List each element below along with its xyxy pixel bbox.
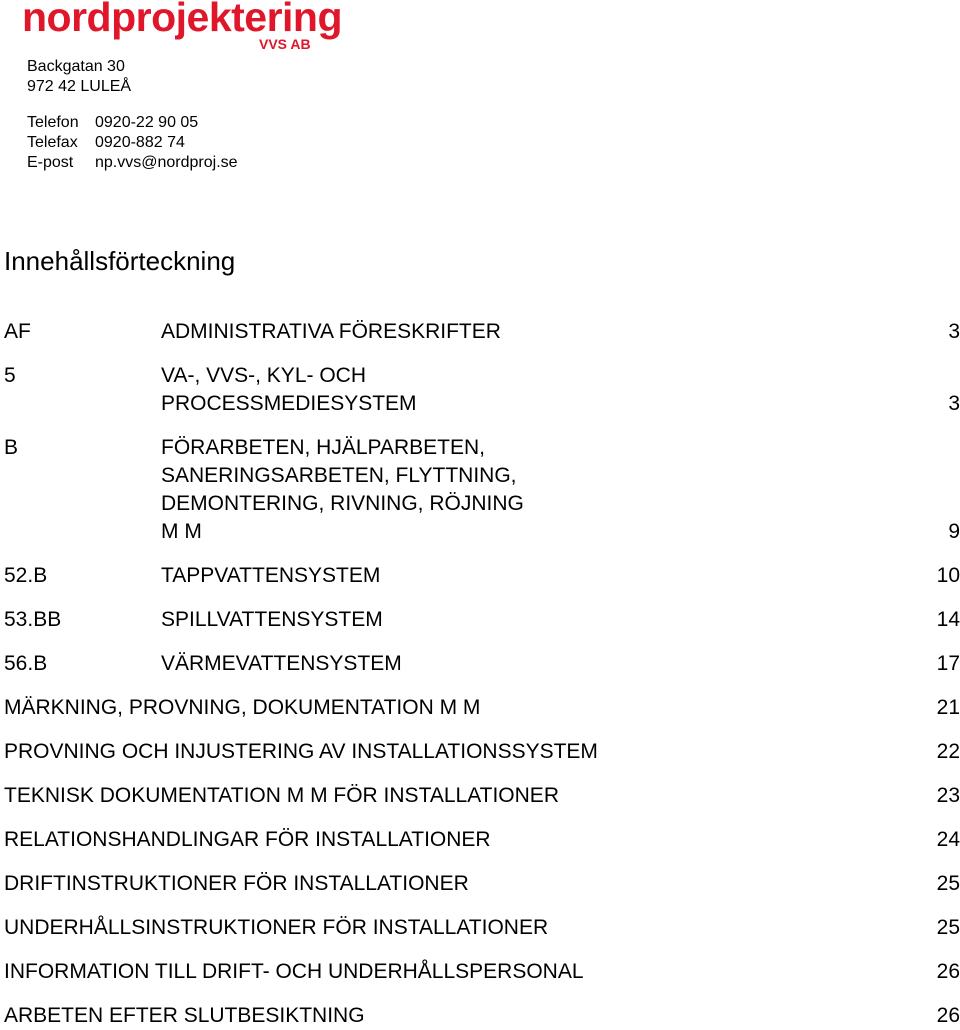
toc-page-number: 10 — [936, 564, 960, 587]
toc-page-number: 25 — [936, 872, 960, 895]
contact-label: E-post — [27, 154, 74, 171]
toc-entry[interactable] — [4, 318, 960, 346]
contact-value: np.vvs@nordproj.se — [95, 154, 238, 171]
toc-title-line: SANERINGSARBETEN, FLYTTNING, — [161, 464, 517, 487]
contact-email — [27, 153, 238, 173]
toc-entry[interactable] — [4, 826, 960, 854]
toc-page-number: 17 — [936, 652, 960, 675]
toc-entry[interactable] — [4, 606, 960, 634]
toc-entry[interactable] — [4, 434, 960, 546]
toc-code: 52.B — [4, 564, 48, 587]
logo-wordmark: nordprojektering — [22, 0, 343, 40]
toc-page-number: 9 — [948, 520, 960, 543]
toc-title: TEKNISK DOKUMENTATION M M FÖR INSTALLATIONER — [4, 784, 559, 807]
contact-value: 0920-22 90 05 — [95, 114, 199, 131]
contact-label: Telefax — [27, 134, 78, 151]
toc-page-number: 3 — [948, 392, 960, 415]
toc-page-number: 23 — [936, 784, 960, 807]
contact-fax — [27, 133, 238, 153]
toc-title: UNDERHÅLLSINSTRUKTIONER FÖR INSTALLATIONER — [4, 916, 549, 939]
toc-code: B — [4, 436, 19, 459]
contact-value: 0920-882 74 — [95, 134, 185, 151]
address-city: 972 42 LULEÅ — [27, 78, 132, 95]
toc-entry[interactable] — [4, 782, 960, 810]
toc-code: 5 — [4, 364, 16, 387]
toc-entry[interactable] — [4, 1002, 960, 1030]
toc-title-line: VÄRMEVATTENSYSTEM — [161, 652, 402, 675]
toc-page-number: 14 — [936, 608, 960, 631]
toc-title-line: SPILLVATTENSYSTEM — [161, 608, 383, 631]
toc-title: MÄRKNING, PROVNING, DOKUMENTATION M M — [4, 696, 481, 719]
toc-entry[interactable] — [4, 562, 960, 590]
toc-entry[interactable] — [4, 914, 960, 942]
toc-title: DRIFTINSTRUKTIONER FÖR INSTALLATIONER — [4, 872, 469, 895]
toc-page-number: 26 — [936, 960, 960, 983]
contact-phone — [27, 113, 238, 133]
toc-title-line: M M — [161, 520, 202, 543]
toc-code: 56.B — [4, 652, 48, 675]
toc-title-line: DEMONTERING, RIVNING, RÖJNING — [161, 492, 524, 515]
toc-page-number: 24 — [936, 828, 960, 851]
toc-entry[interactable] — [4, 694, 960, 722]
toc-code: 53.BB — [4, 608, 62, 631]
toc-page-number: 3 — [948, 320, 960, 343]
toc-entry[interactable] — [4, 650, 960, 678]
toc-entry[interactable] — [4, 738, 960, 766]
toc-title-line: VA-, VVS-, KYL- OCH — [161, 364, 366, 387]
toc-title-line: FÖRARBETEN, HJÄLPARBETEN, — [161, 436, 486, 459]
toc-entry[interactable] — [4, 870, 960, 898]
contact-block — [27, 113, 238, 173]
company-logo — [22, 0, 342, 52]
address-block — [27, 57, 131, 97]
toc-title: PROVNING OCH INJUSTERING AV INSTALLATIONSSYSTEM — [4, 740, 598, 763]
toc-title-line: ADMINISTRATIVA FÖRESKRIFTER — [161, 320, 501, 343]
logo-subtitle: VVS AB — [259, 36, 311, 52]
toc-page-number: 22 — [936, 740, 960, 763]
page-title: Innehållsförteckning — [4, 246, 236, 276]
toc-title: RELATIONSHANDLINGAR FÖR INSTALLATIONER — [4, 828, 491, 851]
toc-page-number: 26 — [936, 1004, 960, 1027]
toc-title: ARBETEN EFTER SLUTBESIKTNING — [4, 1004, 365, 1027]
toc-title: INFORMATION TILL DRIFT- OCH UNDERHÅLLSPERSONAL — [4, 960, 584, 983]
toc-entry[interactable] — [4, 958, 960, 986]
toc-title-line: PROCESSMEDIESYSTEM — [161, 392, 417, 415]
toc-page-number: 25 — [936, 916, 960, 939]
toc-title-line: TAPPVATTENSYSTEM — [161, 564, 381, 587]
toc-page-number: 21 — [936, 696, 960, 719]
address-street: Backgatan 30 — [27, 58, 125, 75]
toc-entry[interactable] — [4, 362, 960, 418]
toc-code: AF — [4, 320, 31, 343]
contact-label: Telefon — [27, 114, 79, 131]
